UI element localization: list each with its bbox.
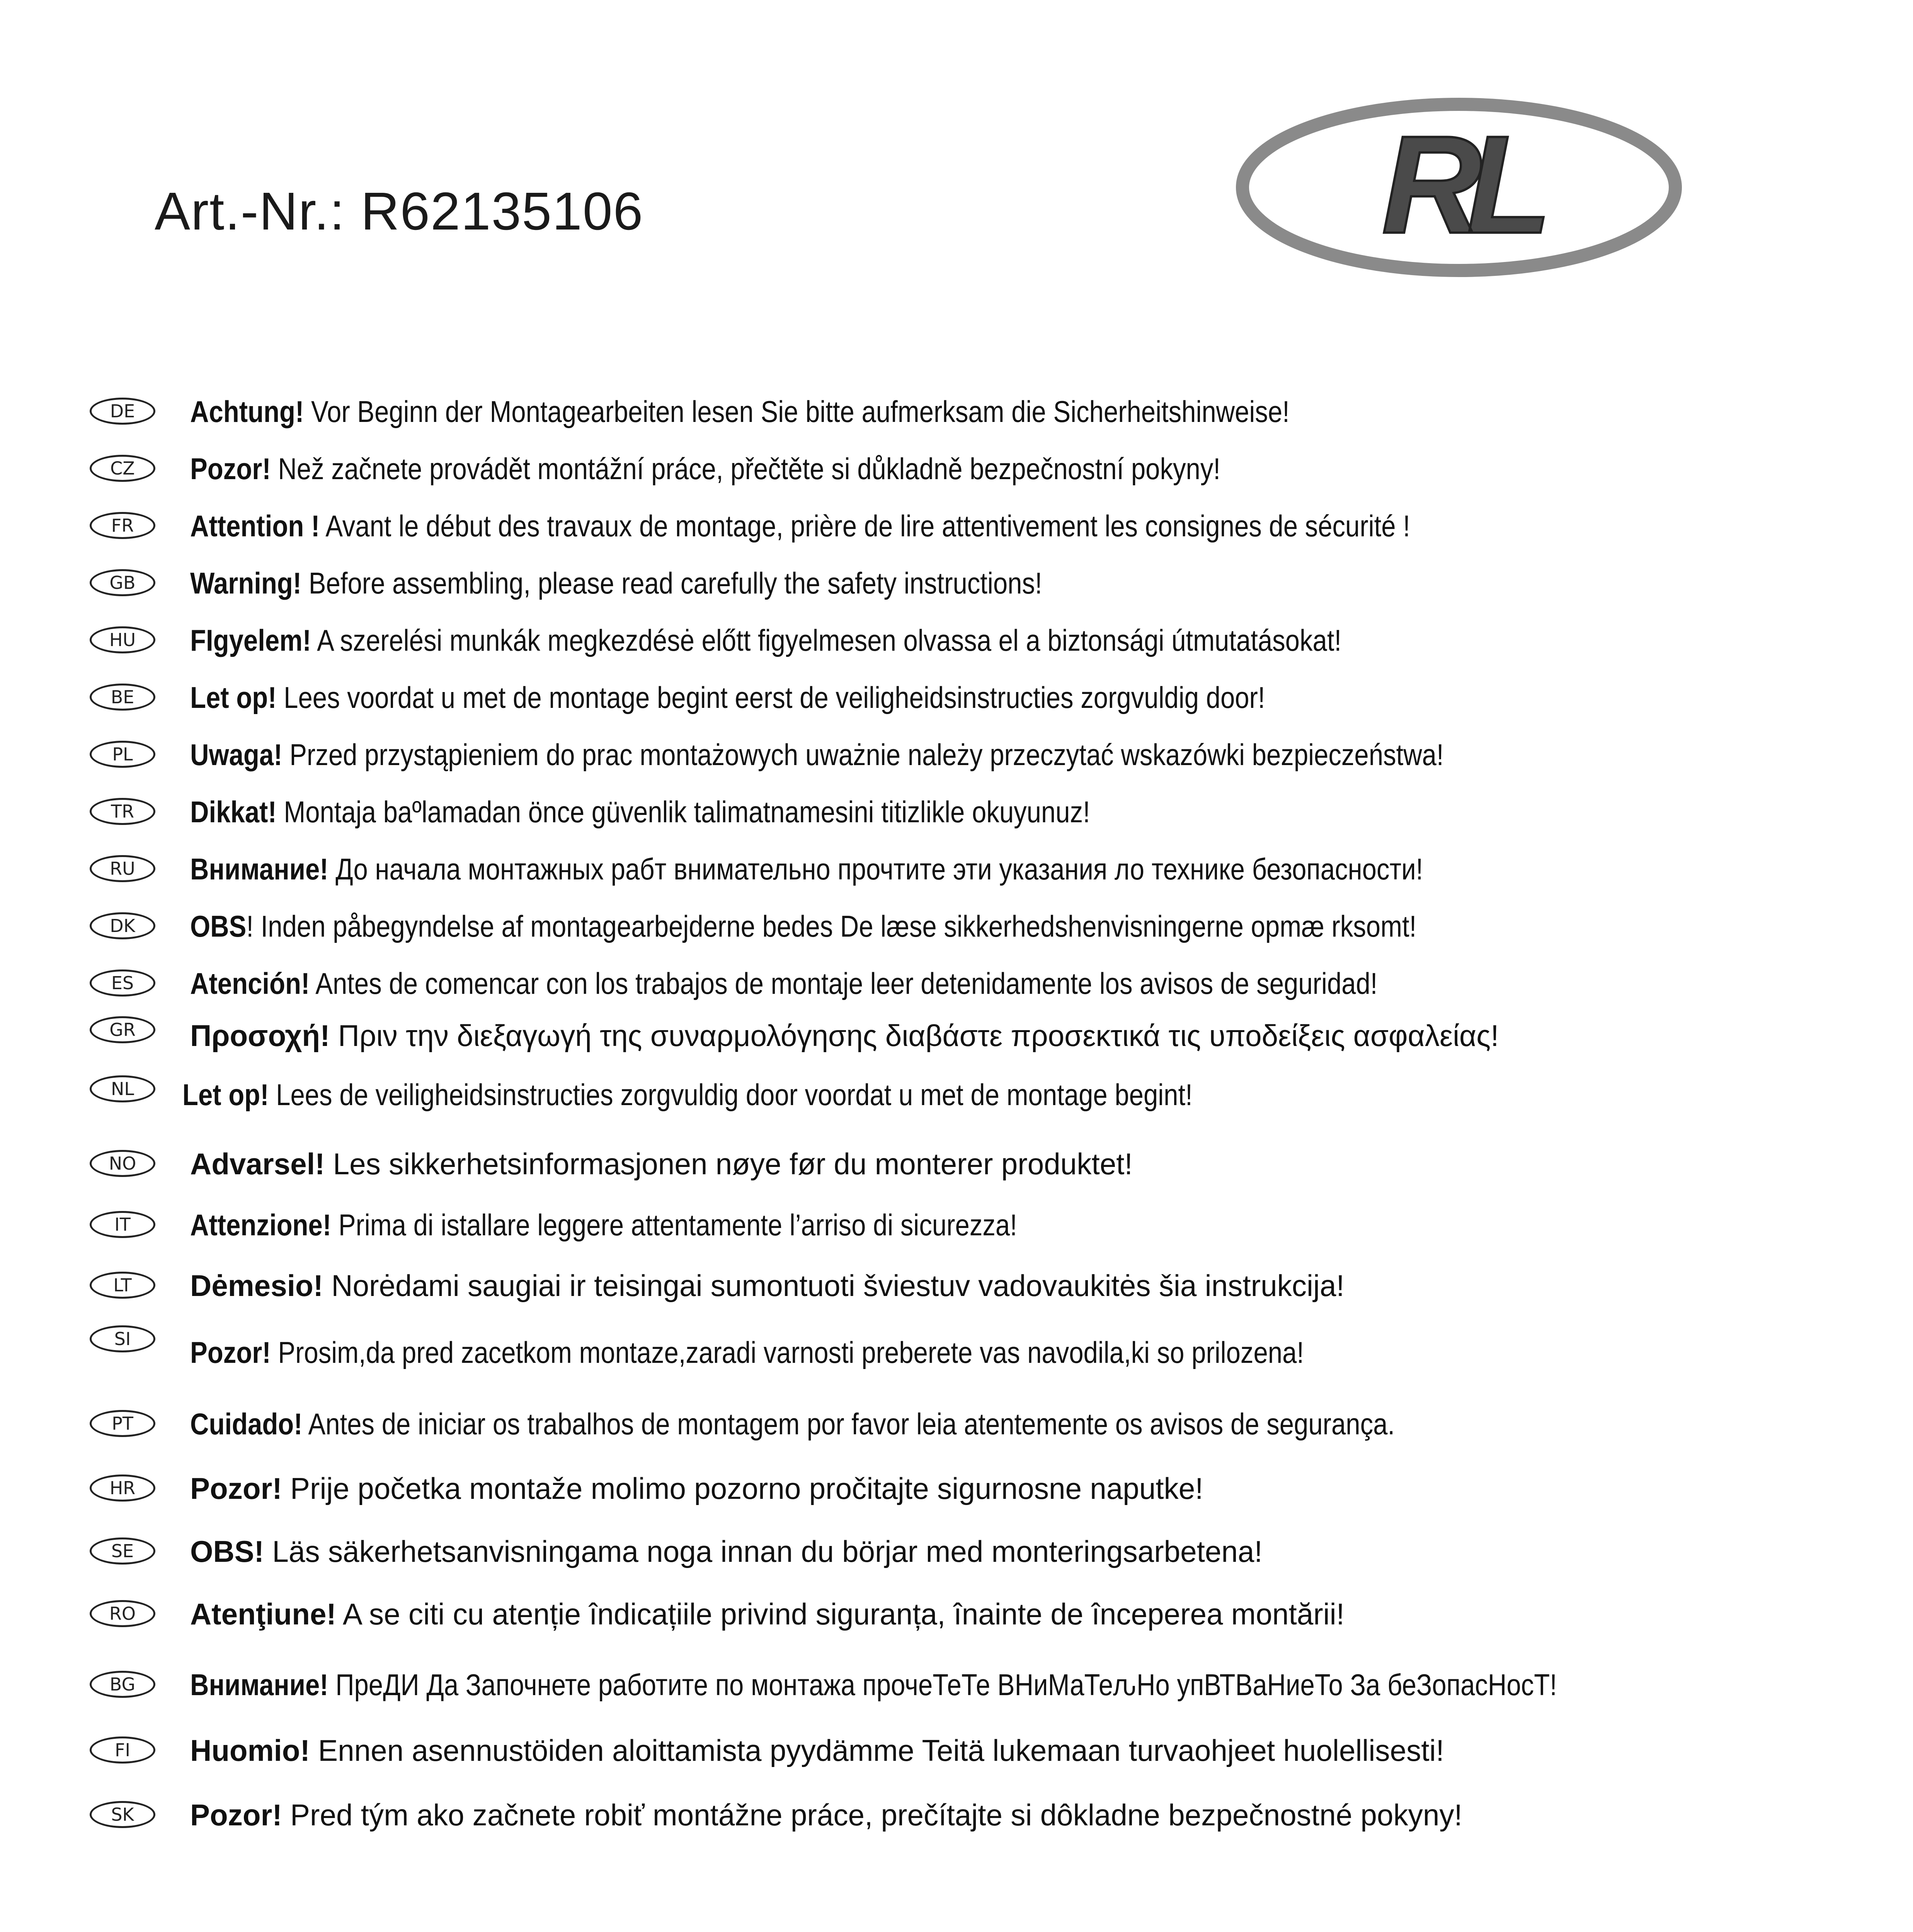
lang-badge-hu: HU [90,626,155,653]
warning-row-pt [0,1405,1913,1447]
warning-text-fi: Huomio! Ennen asennustöiden aloittamista pyydämme Teitä lukemaan turvaohjeet huolellisesti! [190,1733,1444,1767]
warning-text-si: Pozor! Prosim,da pred zacetkom montaze,zaradi varnosti preberete vas navodila,ki so prilozena! [190,1335,1304,1369]
rl-logo [1233,89,1685,290]
warning-text-sk: Pozor! Pred tým ako začnete robiť montážne práce, prečítajte si dôkladne bezpečnostné pokyny! [190,1798,1462,1832]
lang-badge-se: SE [90,1537,155,1565]
warning-row-cz [0,449,1913,492]
warning-text-nl: Let op! Lees de veiligheidsinstructies zorgvuldig door voordat u met de montage begint! [182,1078,1193,1112]
warning-text-cz: Pozor! Než začnete provádět montážní práce, přečtěte si důkladně bezpečnostní pokyny! [190,452,1221,486]
warning-row-nl [0,1075,1913,1118]
warning-row-hr [0,1469,1913,1512]
lang-badge-gb: GB [90,569,155,596]
warning-text-dk: OBS! Inden påbegyndelse af montagearbejderne bedes De læse sikkerhedshenvisningerne opmæ rksomt! [190,909,1417,943]
lang-badge-ro: RO [90,1600,155,1627]
warning-row-no [0,1145,1913,1187]
warning-row-pl [0,735,1913,778]
lang-badge-hr: HR [90,1475,155,1502]
lang-badge-pl: PL [90,741,155,768]
warning-row-ru [0,850,1913,892]
lang-badge-de: DE [90,398,155,425]
lang-badge-cz: CZ [90,455,155,482]
warning-row-se [0,1532,1913,1575]
warning-text-hr: Pozor! Prije početka montaže molimo pozorno pročitajte sigurnosne naputke! [190,1471,1203,1505]
lang-badge-lt: LT [90,1272,155,1299]
lang-badge-bg: BG [90,1671,155,1698]
warning-text-pt: Cuidado! Antes de iniciar os trabalhos de montagem por favor leia atentemente os avisos de segurança. [190,1407,1395,1441]
warning-text-ru: Внимание! До начала монтажных рабт внимательно прочтите эти указания ло технике безопасности! [190,852,1423,886]
lang-badge-es: ES [90,969,155,997]
warning-row-it [0,1206,1913,1248]
lang-badge-it: IT [90,1211,155,1238]
warning-text-fr: Attention ! Avant le début des travaux de montage, prière de lire attentivement les consignes de sécurité ! [190,509,1410,543]
lang-badge-fr: FR [90,512,155,539]
warning-row-si [0,1328,1913,1376]
lang-badge-gr: GR [90,1016,155,1043]
warning-text-no: Advarsel! Les sikkerhetsinformasjonen nøye før du monterer produktet! [190,1147,1133,1181]
warning-text-be: Let op! Lees voordat u met de montage begint eerst de veiligheidsinstructies zorgvuldig door! [190,680,1265,714]
logo-text: RL [1382,107,1536,262]
warning-row-lt [0,1266,1913,1309]
warning-row-fi [0,1731,1913,1774]
warning-row-fr [0,507,1913,549]
warning-text-it: Attenzione! Prima di istallare leggere attentamente l’arriso di sicurezza! [190,1208,1017,1242]
lang-badge-ru: RU [90,855,155,882]
warning-row-sk [0,1796,1913,1838]
warning-row-de [0,392,1913,435]
warning-text-tr: Dikkat! Montaja baºlamadan önce güvenlik talimatnamesini titizlikle okuyunuz! [190,795,1090,829]
warning-row-ro [0,1595,1913,1637]
lang-badge-pt: PT [90,1410,155,1437]
warning-row-be [0,678,1913,721]
warning-text-gr: Προσοχή! Πριν την διεξαγωγή της συναρμολόγησης διαβάστε προσεκτικά τις υποδείξεις ασφαλείας! [190,1019,1499,1053]
warning-text-gb: Warning! Before assembling, please read carefully the safety instructions! [190,566,1042,600]
lang-badge-dk: DK [90,912,155,939]
warning-text-hu: FIgyelem! A szerelési munkák megkezdésė előtt figyelmesen olvassa el a biztonsági útmutatásokat! [190,623,1342,657]
warning-row-es [0,964,1913,1007]
warning-row-hu [0,621,1913,663]
lang-badge-si: SI [90,1325,155,1352]
lang-badge-nl: NL [90,1075,155,1102]
lang-badge-tr: TR [90,798,155,825]
warning-text-ro: Atenţiune! A se citi cu atenție îndicațiile privind siguranța, înainte de începerea montării! [190,1597,1345,1631]
article-number: Art.-Nr.: R62135106 [155,182,644,241]
warning-text-pl: Uwaga! Przed przystąpieniem do prac montażowych uważnie należy przeczytać wskazówki bezpieczeństwa! [190,738,1444,772]
lang-badge-sk: SK [90,1801,155,1828]
warning-text-bg: Внимание! ПреДИ Да Започнете работите по монтажа прочеТеТе ВНиМаТеԉНо упВТВаНиеТо За беЗопасНосТ! [190,1668,1557,1702]
warning-text-lt: Dėmesio! Norėdami saugiai ir teisingai sumontuoti šviestuv vadovaukitės šia instrukcija! [190,1269,1345,1303]
warning-text-de: Achtung! Vor Beginn der Montagearbeiten lesen Sie bitte aufmerksam die Sicherheitshinweise! [190,395,1290,429]
warning-text-se: OBS! Läs säkerhetsanvisningama noga innan du börjar med monteringsarbetena! [190,1534,1263,1568]
warning-row-gb [0,564,1913,606]
warning-row-bg [0,1665,1913,1708]
warning-text-es: Atención! Antes de comencar con los trabajos de montaje leer detenidamente los avisos de seguridad! [190,966,1378,1000]
lang-badge-fi: FI [90,1736,155,1764]
warning-row-tr [0,793,1913,835]
lang-badge-no: NO [90,1150,155,1177]
warning-row-gr [0,1016,1913,1059]
lang-badge-be: BE [90,684,155,711]
warning-row-dk [0,907,1913,949]
